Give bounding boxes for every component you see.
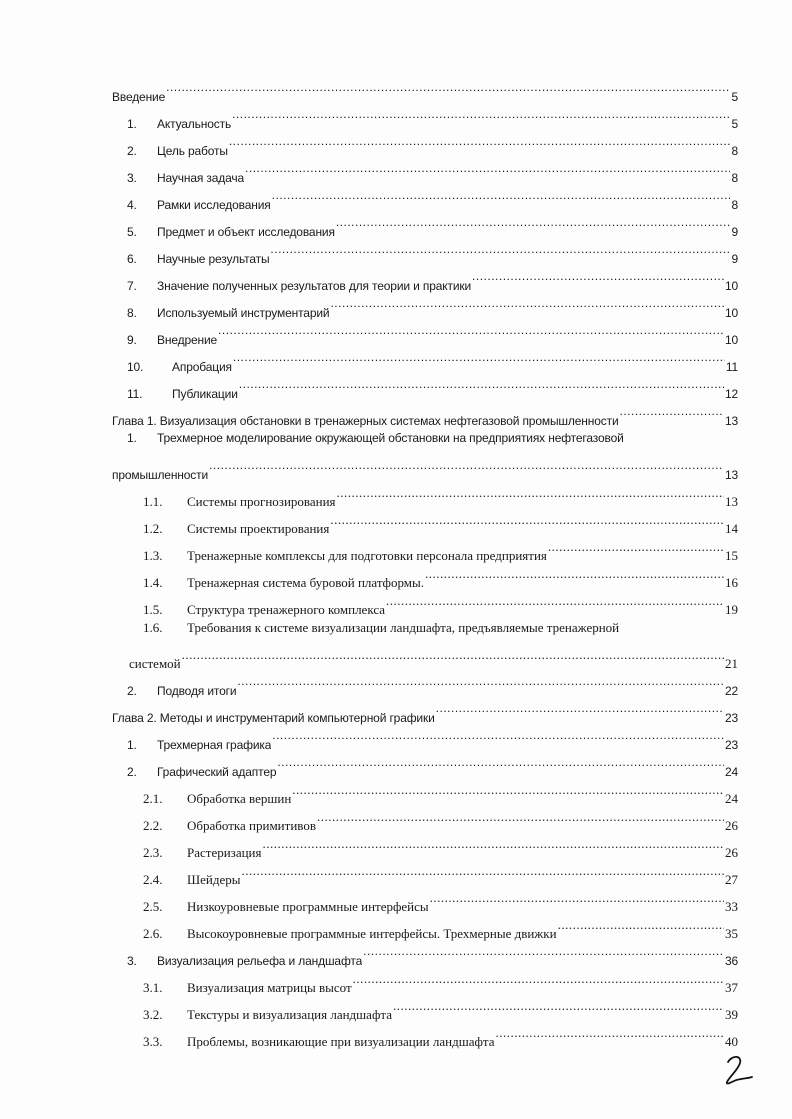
toc-entry-number: 3.2. xyxy=(143,1007,163,1022)
toc-entry-number: 1.2. xyxy=(143,521,163,536)
dot-leader xyxy=(548,533,724,560)
toc-page-number: 22 xyxy=(724,684,738,698)
dot-leader xyxy=(336,209,731,236)
toc-entry[interactable] xyxy=(112,992,738,1022)
dot-leader xyxy=(330,290,723,317)
toc-page-number: 10 xyxy=(724,333,738,347)
toc-entry-title: Глава 2. Методы и инструментарий компьютерной графики xyxy=(112,711,435,725)
toc-entry-title-continued: промышленности xyxy=(112,468,209,482)
toc-page-number: 19 xyxy=(725,602,738,617)
toc-page-number: 9 xyxy=(731,252,738,266)
toc-entry[interactable] xyxy=(112,371,738,401)
toc-entry[interactable] xyxy=(112,884,738,914)
toc-entry-title: Актуальность xyxy=(157,117,232,131)
dot-leader xyxy=(330,506,724,533)
toc-entry[interactable] xyxy=(112,182,738,212)
toc-page-number: 14 xyxy=(725,521,738,536)
toc-entry-title: Визуализация матрицы высот xyxy=(187,980,352,995)
toc-entry-chapter-2[interactable] xyxy=(112,695,738,725)
dot-leader xyxy=(241,857,724,884)
toc-entry-title: Обработка примитивов xyxy=(187,818,316,833)
toc-entry[interactable] xyxy=(112,1019,738,1049)
dot-leader xyxy=(430,884,724,911)
toc-entry-title: Используемый инструментарий xyxy=(157,306,330,320)
toc-entry-number: 2.6. xyxy=(143,926,163,941)
toc-entry-number: 3.3. xyxy=(143,1034,163,1049)
toc-entry-title: Низкоуровневые программные интерфейсы xyxy=(187,899,429,914)
toc-entry-title: Научные результаты xyxy=(157,252,270,266)
dot-leader xyxy=(239,371,724,398)
dot-leader xyxy=(272,182,731,209)
toc-entry-title: Апробация xyxy=(172,360,232,374)
toc-entry-title: Подводя итоги xyxy=(157,684,237,698)
toc-entry-number: 2.4. xyxy=(143,872,163,887)
dot-leader xyxy=(182,641,724,668)
toc-page-number: 13 xyxy=(724,414,738,428)
toc-entry[interactable] xyxy=(112,776,738,806)
toc-entry[interactable] xyxy=(112,101,738,131)
dot-leader xyxy=(272,722,724,749)
toc-page-number: 9 xyxy=(731,225,738,239)
toc-page-number: 8 xyxy=(731,198,738,212)
toc-entry[interactable] xyxy=(112,830,738,860)
toc-entry-title: Обработка вершин xyxy=(187,791,292,806)
toc-entry[interactable] xyxy=(112,938,738,968)
toc-entry-title: Публикации xyxy=(172,387,238,401)
toc-entry-number: 11. xyxy=(127,387,143,401)
toc-page-number: 16 xyxy=(725,575,738,590)
toc-page-number: 39 xyxy=(725,1007,738,1022)
toc-page-number: 5 xyxy=(731,117,738,131)
toc-page-number: 5 xyxy=(731,90,738,104)
dot-leader xyxy=(472,263,724,290)
dot-leader xyxy=(277,749,724,776)
toc-entry-number: 7. xyxy=(127,279,137,293)
toc-entry-title: Системы проектирования xyxy=(187,521,330,536)
toc-entry-number: 2. xyxy=(127,765,137,779)
toc-entry[interactable] xyxy=(112,479,738,509)
toc-entry-title: Структура тренажерного комплекса xyxy=(187,602,386,617)
toc-entry[interactable] xyxy=(112,614,738,671)
toc-entry-title: Значение полученных результатов для теории и практики xyxy=(157,279,472,293)
toc-entry-title: Трехмерная графика xyxy=(157,738,272,752)
toc-page-number: 11 xyxy=(725,360,738,374)
dot-leader xyxy=(393,992,724,1019)
toc-entry[interactable] xyxy=(112,749,738,779)
toc-entry-title: Введение xyxy=(112,90,166,104)
toc-entry[interactable] xyxy=(112,668,738,698)
toc-entry-title: Высокоуровневые программные интерфейсы. Трехмерные движки xyxy=(187,926,557,941)
toc-page-number: 8 xyxy=(731,171,738,185)
toc-entry-title: Внедрение xyxy=(157,333,218,347)
toc-entry-number: 3. xyxy=(127,954,137,968)
toc-entry[interactable] xyxy=(112,155,738,185)
toc-entry-number: 10. xyxy=(127,360,144,374)
toc-entry-chapter-1[interactable] xyxy=(112,398,738,428)
dot-leader xyxy=(363,938,724,965)
toc-entry-title: Графический адаптер xyxy=(157,765,277,779)
dot-leader xyxy=(232,101,730,128)
dot-leader xyxy=(425,560,724,587)
toc-page-number: 36 xyxy=(724,954,738,968)
toc-entry-title: Тренажерная система буровой платформы. xyxy=(187,575,424,590)
toc-entry[interactable] xyxy=(112,965,738,995)
toc-entry-title: Цель работы xyxy=(157,144,228,158)
toc-entry-number: 2.3. xyxy=(143,845,163,860)
toc-page-number: 13 xyxy=(725,494,738,509)
toc-entry-number: 5. xyxy=(127,225,137,239)
toc-entry-title: Текстуры и визуализация ландшафта xyxy=(187,1007,392,1022)
toc-entry[interactable] xyxy=(112,722,738,752)
dot-leader xyxy=(262,830,724,857)
toc-entry-number: 2.5. xyxy=(143,899,163,914)
toc-entry-number: 8. xyxy=(127,306,137,320)
toc-entry-number: 2.2. xyxy=(143,818,163,833)
toc-page-number: 12 xyxy=(724,387,738,401)
toc-entry-number: 1.3. xyxy=(143,548,163,563)
toc-page-number: 24 xyxy=(724,765,738,779)
toc-entry-number: 9. xyxy=(127,333,137,347)
toc-entry-title: Трехмерное моделирование окружающей обстановки на предприятиях нефтегазовой xyxy=(157,431,624,445)
toc-page-number: 21 xyxy=(725,656,738,671)
toc-page-number: 8 xyxy=(731,144,738,158)
toc-entry-number: 1.4. xyxy=(143,575,163,590)
handwritten-page-number xyxy=(718,1052,758,1088)
dot-leader xyxy=(558,911,724,938)
dot-leader xyxy=(233,344,725,371)
toc-page-number: 37 xyxy=(725,980,738,995)
toc-entry-number: 2. xyxy=(127,144,137,158)
toc-entry[interactable] xyxy=(112,290,738,320)
dot-leader xyxy=(337,479,724,506)
dot-leader xyxy=(317,803,724,830)
toc-page-number: 24 xyxy=(725,791,738,806)
dot-leader xyxy=(237,668,724,695)
toc-entry-title: Рамки исследования xyxy=(157,198,271,212)
toc-page-number: 40 xyxy=(725,1034,738,1049)
toc-entry[interactable] xyxy=(112,128,738,158)
toc-entry-number: 2. xyxy=(127,684,137,698)
toc-page-number: 23 xyxy=(724,711,738,725)
dot-leader xyxy=(270,236,730,263)
toc-entry-number: 1. xyxy=(127,117,137,131)
toc-entry[interactable] xyxy=(112,344,738,374)
toc-entry-number: 1. xyxy=(127,738,137,752)
toc-entry-number: 1. xyxy=(127,431,137,445)
toc-entry[interactable] xyxy=(112,263,738,293)
toc-entry-title: Шейдеры xyxy=(187,872,241,887)
toc-page-number: 15 xyxy=(725,548,738,563)
toc-entry[interactable] xyxy=(112,506,738,536)
dot-leader xyxy=(386,587,724,614)
toc-entry-number: 1.5. xyxy=(143,602,163,617)
toc-entry-title: Научная задача xyxy=(157,171,245,185)
toc-entry-number: 3. xyxy=(127,171,137,185)
toc-page-number: 26 xyxy=(725,845,738,860)
toc-entry-number: 3.1. xyxy=(143,980,163,995)
table-of-contents xyxy=(112,74,738,1049)
toc-entry[interactable] xyxy=(112,533,738,563)
toc-entry-introduction[interactable] xyxy=(112,74,738,104)
toc-entry-title: Глава 1. Визуализация обстановки в тренажерных системах нефтегазовой промышленности xyxy=(112,414,619,428)
toc-entry-number: 1.6. xyxy=(143,620,163,635)
toc-page-number: 23 xyxy=(724,738,738,752)
toc-entry-title: Требования к системе визуализации ландшафта, предъявляемые тренажерной xyxy=(187,620,620,635)
toc-entry-title-continued: системой xyxy=(129,656,181,671)
toc-entry-title: Тренажерные комплексы для подготовки персонала предприятия xyxy=(187,548,547,563)
dot-leader xyxy=(209,452,724,479)
toc-entry-title: Визуализация рельефа и ландшафта xyxy=(157,954,363,968)
toc-entry[interactable] xyxy=(112,425,738,482)
toc-entry-title: Растеризация xyxy=(187,845,262,860)
toc-entry[interactable] xyxy=(112,857,738,887)
toc-entry[interactable] xyxy=(112,587,738,617)
toc-entry[interactable] xyxy=(112,317,738,347)
toc-page-number: 10 xyxy=(724,306,738,320)
toc-entry-title: Предмет и объект исследования xyxy=(157,225,335,239)
toc-entry[interactable] xyxy=(112,236,738,266)
toc-entry-number: 4. xyxy=(127,198,137,212)
dot-leader xyxy=(245,155,730,182)
toc-page-number: 33 xyxy=(725,899,738,914)
dot-leader xyxy=(292,776,724,803)
dot-leader xyxy=(218,317,724,344)
dot-leader xyxy=(436,695,724,722)
toc-page-number: 10 xyxy=(724,279,738,293)
toc-entry-number: 6. xyxy=(127,252,137,266)
toc-page-number: 35 xyxy=(725,926,738,941)
toc-entry-number: 1.1. xyxy=(143,494,163,509)
toc-page-number: 26 xyxy=(725,818,738,833)
toc-entry[interactable] xyxy=(112,209,738,239)
toc-entry[interactable] xyxy=(112,911,738,941)
toc-entry[interactable] xyxy=(112,803,738,833)
toc-entry-title: Проблемы, возникающие при визуализации ландшафта xyxy=(187,1034,495,1049)
toc-page-number: 27 xyxy=(725,872,738,887)
toc-entry[interactable] xyxy=(112,560,738,590)
toc-page-number: 13 xyxy=(724,468,738,482)
dot-leader xyxy=(496,1019,724,1046)
toc-entry-number: 2.1. xyxy=(143,791,163,806)
dot-leader xyxy=(166,74,730,101)
dot-leader xyxy=(353,965,724,992)
dot-leader xyxy=(229,128,731,155)
toc-entry-title: Системы прогнозирования xyxy=(187,494,336,509)
dot-leader xyxy=(620,398,724,425)
